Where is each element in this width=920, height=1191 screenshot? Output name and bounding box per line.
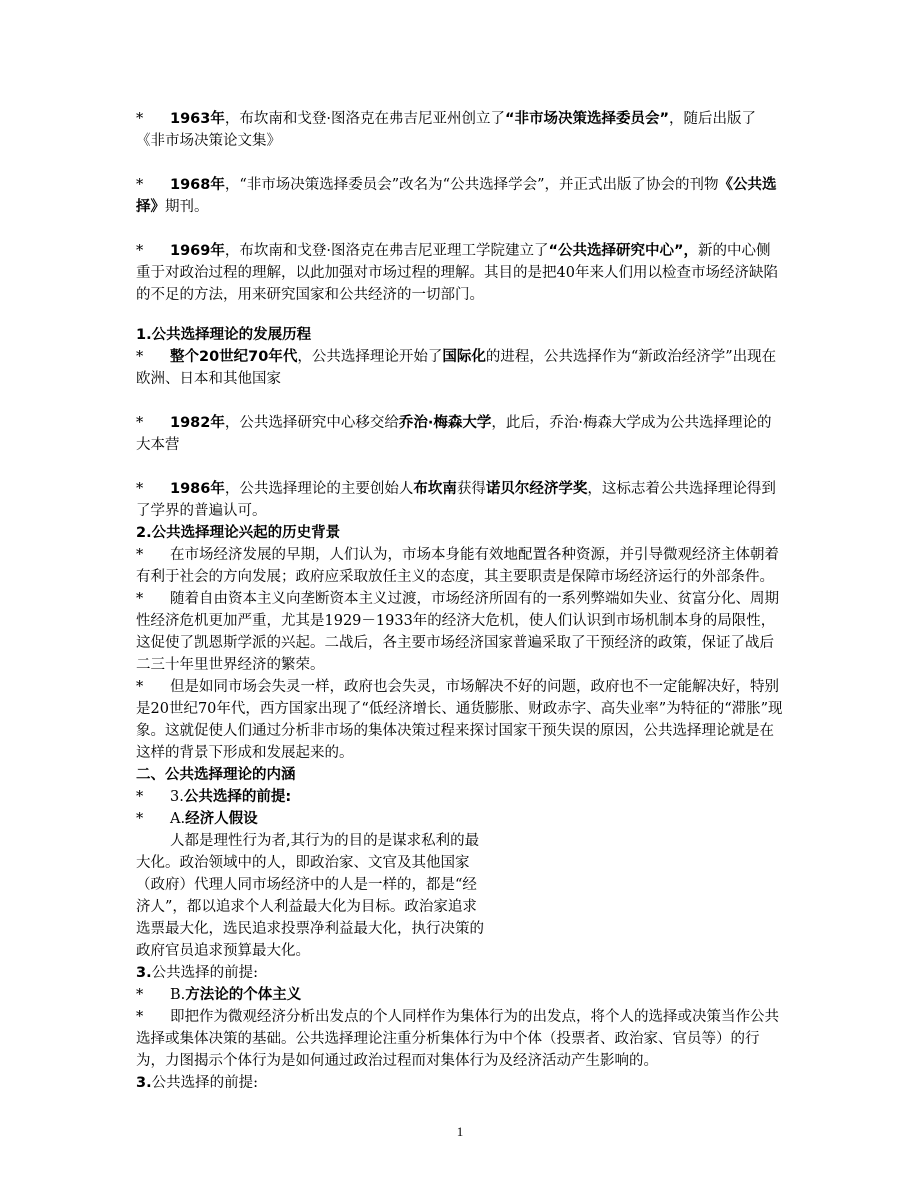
bullet-star: * [136,349,144,365]
paragraph-1986: * 1986年，公共选择理论的主要创始人布坎南获得诺贝尔经济学奖，这标志着公共选择理论得到了学界的普遍认可。 [136,478,784,522]
bullet-star: * [136,111,144,127]
founder-name: 布坎南 [413,481,457,497]
journal-name: 《公共选择》 [136,177,777,215]
period-1970s: 整个20世纪70年代 [170,349,298,365]
bullet-star: * [136,591,144,607]
economic-man-heading: * A.经济人假设 [136,808,784,830]
paragraph-1968: * 1968年，“非市场决策选择委员会”改名为“公共选择学会”，并正式出版了协会的刊物《公共选择》期刊。 [136,174,784,218]
nobel-prize: 诺贝尔经济学奖 [485,481,588,497]
university-name: 乔治·梅森大学 [398,415,492,431]
year-1969: 1969年 [170,243,225,259]
methodological-individualism-text: * 即把作为微观经济分析出发点的个人同样作为集体行为的出发点，将个人的选择或决策当作公共选择或集体决策的基础。公共选择理论注重分析集体行为中个体（投票者、政治家、官员等）的行为，力图揭示个体行为是如何通过政治过程而对集体行为及经济活动产生影响的。 [136,1006,784,1072]
bullet-star: * [136,547,144,563]
bullet-star: * [136,811,144,827]
page-number: 1 [456,1124,464,1139]
bullet-star: * [136,481,144,497]
committee-name: “非市场决策选择委员会” [504,111,670,127]
premise-heading-a: * 3.公共选择的前提: [136,786,784,808]
research-center-name: “公共选择研究中心”， [548,243,699,259]
document-body [136,108,784,1094]
bullet-star: * [136,789,144,805]
bullet-star: * [136,415,144,431]
methodological-individualism-heading: * B.方法论的个体主义 [136,984,784,1006]
section-heading-1: 1.公共选择理论的发展历程 [136,327,312,343]
bullet-star: * [136,243,144,259]
year-1982: 1982年 [170,415,225,431]
year-1963: 1963年 [170,111,225,127]
bullet-star: * [136,679,144,695]
section-heading-3: 二、公共选择理论的内涵 [136,767,296,783]
paragraph-1970s: * 整个20世纪70年代，公共选择理论开始了国际化的进程，公共选择作为“新政治经济学”出现在欧洲、日本和其他国家 [136,346,784,390]
internationalization: 国际化 [442,349,486,365]
paragraph-1982: * 1982年，公共选择研究中心移交给乔治·梅森大学，此后，乔治·梅森大学成为公共选择理论的大本营 [136,412,784,456]
premise-line-b: 3.公共选择的前提: [136,965,258,981]
bullet-star: * [136,1009,144,1025]
year-1986: 1986年 [170,481,225,497]
paragraph-monopoly-capitalism: * 随着自由资本主义向垄断资本主义过渡，市场经济所固有的一系列弊端如失业、贫富分化、周期性经济危机更加严重，尤其是1929－1933年的经济大危机，使人们认识到市场机制本身的局限性，这促使了凯恩斯学派的兴起。二战后，各主要市场经济国家普遍采取了干预经济的政策，保证了战后二三十年里世界经济的繁荣。 [136,588,784,676]
paragraph-early-market: * 在市场经济发展的早期，人们认为，市场本身能有效地配置各种资源，并引导微观经济主体朝着有利于社会的方向发展；政府应采取放任主义的态度，其主要职责是保障市场经济运行的外部条件。 [136,544,784,588]
economic-man-text: 人都是理性行为者,其行为的目的是谋求私利的最大化。政治领域中的人，即政治家、文官及其他国家（政府）代理人同市场经济中的人是一样的，都是“经济人”，都以追求个人利益最大化为目标。政治家追求选票最大化，选民追求投票净利益最大化，执行决策的政府官员追求预算最大化。 [136,833,484,959]
premise-line-c: 3.公共选择的前提: [136,1075,258,1091]
paragraph-government-failure: * 但是如同市场会失灵一样，政府也会失灵，市场解决不好的问题，政府也不一定能解决好，特别是20世纪70年代，西方国家出现了“低经济增长、通货膨胀、财政赤字、高失业率”为特征的“滞胀”现象。这就促使人们通过分析非市场的集体决策过程来探讨国家干预失误的原因，公共选择理论就是在这样的背景下形成和发展起来的。 [136,676,784,764]
year-1968: 1968年 [170,177,225,193]
bullet-star: * [136,177,144,193]
section-heading-2: 2.公共选择理论兴起的历史背景 [136,525,341,541]
paragraph-1963: * 1963年，布坎南和戈登·图洛克在弗吉尼亚州创立了“非市场决策选择委员会”，随后出版了《非市场决策论文集》 [136,108,784,152]
bullet-star: * [136,987,144,1003]
paragraph-1969: * 1969年，布坎南和戈登·图洛克在弗吉尼亚理工学院建立了“公共选择研究中心”，新的中心侧重于对政治过程的理解，以此加强对市场过程的理解。其目的是把40年来人们用以检查市场经济缺陷的不足的方法，用来研究国家和公共经济的一切部门。 [136,240,784,306]
